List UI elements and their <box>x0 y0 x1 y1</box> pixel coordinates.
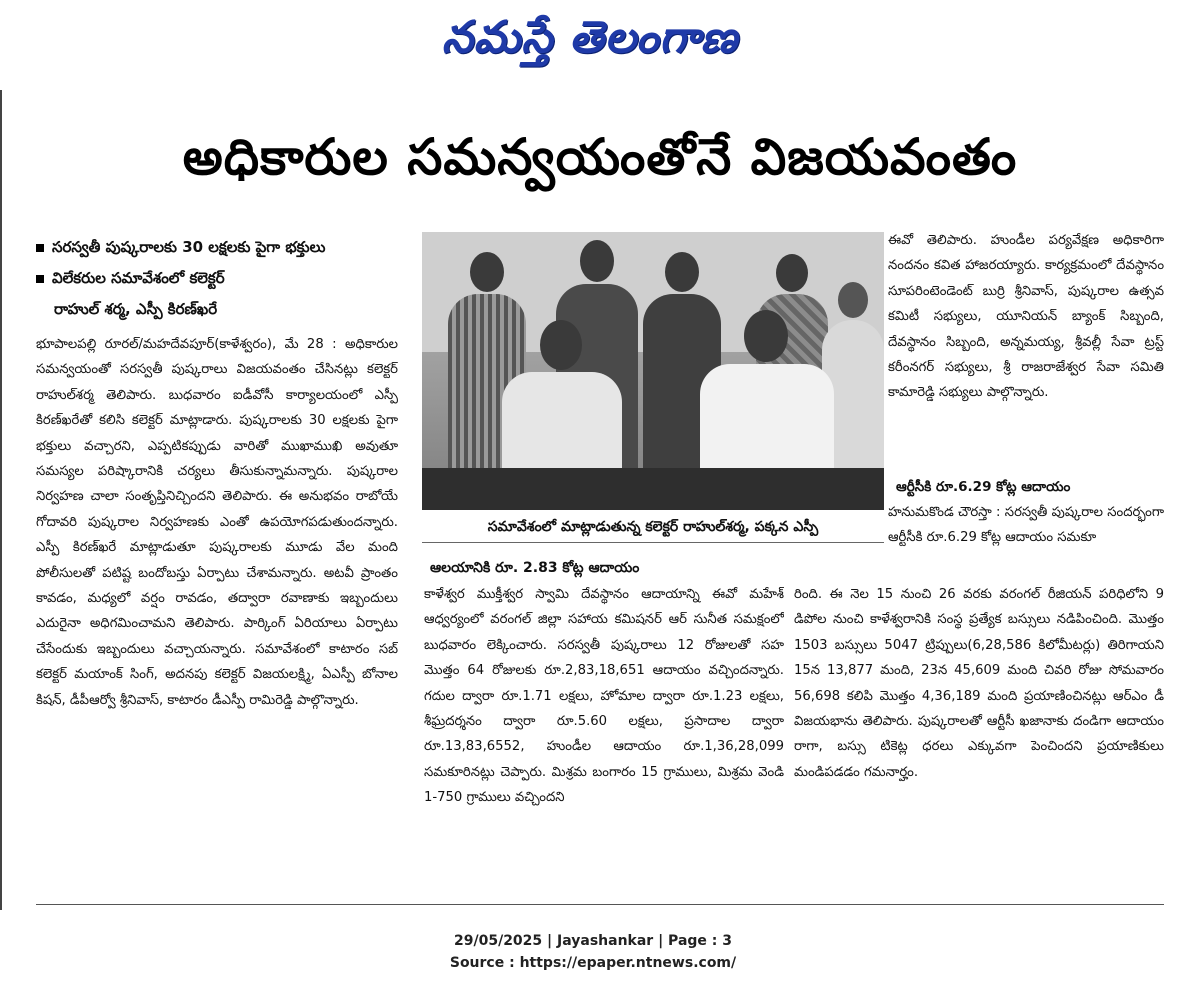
highlight-item: సరస్వతీ పుష్కరాలకు 30 లక్షలకు పైగా భక్తులు <box>36 232 416 263</box>
highlight-item: విలేకరుల సమావేశంలో కలెక్టర్ <box>36 263 416 294</box>
newspaper-masthead: నమస్తే తెలంగాణ <box>441 12 739 63</box>
column-1-text: భూపాలపల్లి రూరల్/మహదేవపూర్(కాళేశ్వరం), మే 28 : అధికారుల సమన్వయంతో సరస్వతీ పుష్కరాలు విజయవంతం చేసినట్లు కలెక్టర్ రాహుల్‌శర్మ తెలిపారు. బుధవారం ఐడీవోసీ కార్యాలయంలో ఎస్పీ కిరణ్‌ఖరేతో కలిసి కలెక్టర్ మాట్లాడారు. పుష్కరాలకు 30 లక్షలకు పైగా భక్తులు వచ్చారని, ఎప్పటికప్పుడు వారితో ముఖాముఖి అవుతూ సమస్యల పరిష్కారానికి చర్యలు తీసుకున్నామన్నారు. పుష్కరాల నిర్వహణ చాలా సంతృప్తినిచ్చిందని తెలిపారు. ఈ అనుభవం రాబోయే గోదావరి పుష్కరాల నిర్వహణకు ఎంతో ఉపయోగపడుతుందన్నారు. ఎస్పీ కిరణ్‌ఖరే మాట్లాడుతూ పుష్కరాలకు మూడు వేల మంది పోలీసులతో పటిష్ట బందోబస్తు ఏర్పాటు చేశామన్నారు. అటవీ ప్రాంతం కావడం, మధ్యలో వర్షం రావడం, తద్వారా రవాణాకు ఇబ్బందులు ఎదురైనా అధిగమించామని తెలిపారు. పార్కింగ్ ఏరియాలు ఏర్పాటు చేసేందుకు ఇబ్బందులు వచ్చాయన్నారు. సమావేశంలో కాటారం సబ్ కలెక్టర్ మయాంక్ సింగ్, అదనపు కలెక్టర్ విజయలక్ష్మి, ఏఎస్పీ బోనాల కిషన్, డీపీఆర్వో శ్రీనివాస్, కాటారం డీఎస్పీ రామిరెడ్డి పాల్గొన్నారు. <box>36 337 398 708</box>
column-3-text: ఈవో తెలిపారు. హుండీల పర్యవేక్షణ అధికారిగా నందనం కవిత హాజరయ్యారు. కార్యక్రమంలో దేవస్థానం సూపరింటెండెంట్ బుర్రి శ్రీనివాస్, పుష్కరాల ఉత్సవ కమిటీ సభ్యులు, యూనియన్ బ్యాంక్ సిబ్బంది, దేవస్థానం సిబ్బంది, అన్నమయ్య, శ్రీవల్లీ సేవా ట్రస్ట్ కరీంనగర్ సభ్యులు, శ్రీ రాజరాజేశ్వర సేవా సమితి కామారెడ్డి సభ్యులు పాల్గొన్నారు. <box>888 233 1164 401</box>
photo-person-sp <box>692 310 842 480</box>
column-4-text: రింది. ఈ నెల 15 నుంచి 26 వరకు వరంగల్ రీజియన్ పరిధిలోని 9 డిపోల నుంచి కాళేశ్వరానికి సంస్థ ప్రత్యేక బస్సులు నడిపించింది. మొత్తం 1503 బస్సులు 5047 ట్రిప్పులు(6,28,586 కిలోమీటర్లు) తిరిగాయని 15న 13,877 మంది, 23న 45,609 మంది చివరి రోజు సోమవారం 56,698 కలిపి మొత్తం 4,36,189 మంది ప్రయాణించినట్లు ఆర్‌ఎం డీ విజయభాను తెలిపారు. పుష్కరాలతో ఆర్టీసీ ఖజానాకు దండిగా ఆదాయం రాగా, బస్సు టికెట్ల ధరలు ఎక్కువగా పెంచిందని ప్రయాణికులు మండిపడడం గమనార్హం. <box>794 587 1164 780</box>
article-column-1 <box>36 332 398 892</box>
article-column-4 <box>794 582 1164 892</box>
page-footer <box>300 930 886 974</box>
bullet-square-icon <box>36 275 44 283</box>
temple-revenue-subhead: ఆలయానికి రూ. 2.83 కోట్ల ఆదాయం <box>430 560 640 576</box>
highlight-item-continuation: రాహుల్ శర్మ, ఎస్పీ కిరణ్‌ఖరే <box>54 300 218 318</box>
footer-edition-info: 29/05/2025 | Jayashankar | Page : 3 <box>454 933 732 949</box>
article-column-3-continued <box>888 500 1164 582</box>
left-column-rule <box>0 90 2 910</box>
press-meet-photo <box>422 232 884 510</box>
article-highlights <box>36 232 416 325</box>
column-2-text: కాళేశ్వర ముక్తీశ్వర స్వామి దేవస్థానం ఆదాయాన్ని ఈవో మహేశ్ ఆధ్వర్యంలో వరంగల్ జిల్లా సహాయ కమిషనర్ ఆర్ సునీత సమక్షంలో బుధవారం లెక్కించారు. సరస్వతీ పుష్కరాలు 12 రోజులతో సహ మొత్తం 64 రోజులకు రూ.2,83,18,651 ఆదాయం వచ్చిందన్నారు. గదుల ద్వారా రూ.1.71 లక్షలు, హోమాల ద్వారా రూ.1.23 లక్షలు, శీఘ్రదర్శనం ద్వారా రూ.5.60 లక్షలు, ప్రసాదాల ద్వారా రూ.13,83,6552, హుండీల ఆదాయం రూ.1,36,28,099 సమకూరినట్లు చెప్పారు. మిశ్రమ బంగారం 15 గ్రాములు, మిశ్రమ వెండి 1-750 గ్రాములు వచ్చిందని <box>424 587 784 806</box>
page-bottom-rule <box>36 904 1164 905</box>
column-3b-text: హనుమకొండ చౌరస్తా : సరస్వతీ పుష్కరాల సందర్భంగా ఆర్టీసీకి రూ.6.29 కోట్ల ఆదాయం సమకూ <box>888 505 1164 546</box>
article-headline: అధికారుల సమన్వయంతోనే విజయవంతం <box>182 128 1018 186</box>
bullet-square-icon <box>36 244 44 252</box>
footer-source-link[interactable]: Source : https://epaper.ntnews.com/ <box>449 955 737 971</box>
article-column-2 <box>424 582 784 892</box>
article-column-3 <box>888 228 1164 478</box>
rtc-revenue-subhead: ఆర్టీసీకి రూ.6.29 కోట్ల ఆదాయం <box>896 479 1071 495</box>
photo-caption: సమావేశంలో మాట్లాడుతున్న కలెక్టర్ రాహుల్‌శర్మ, పక్కన ఎస్పీ <box>422 512 884 543</box>
photo-desk <box>422 468 884 510</box>
photo-person-collector <box>492 320 632 480</box>
